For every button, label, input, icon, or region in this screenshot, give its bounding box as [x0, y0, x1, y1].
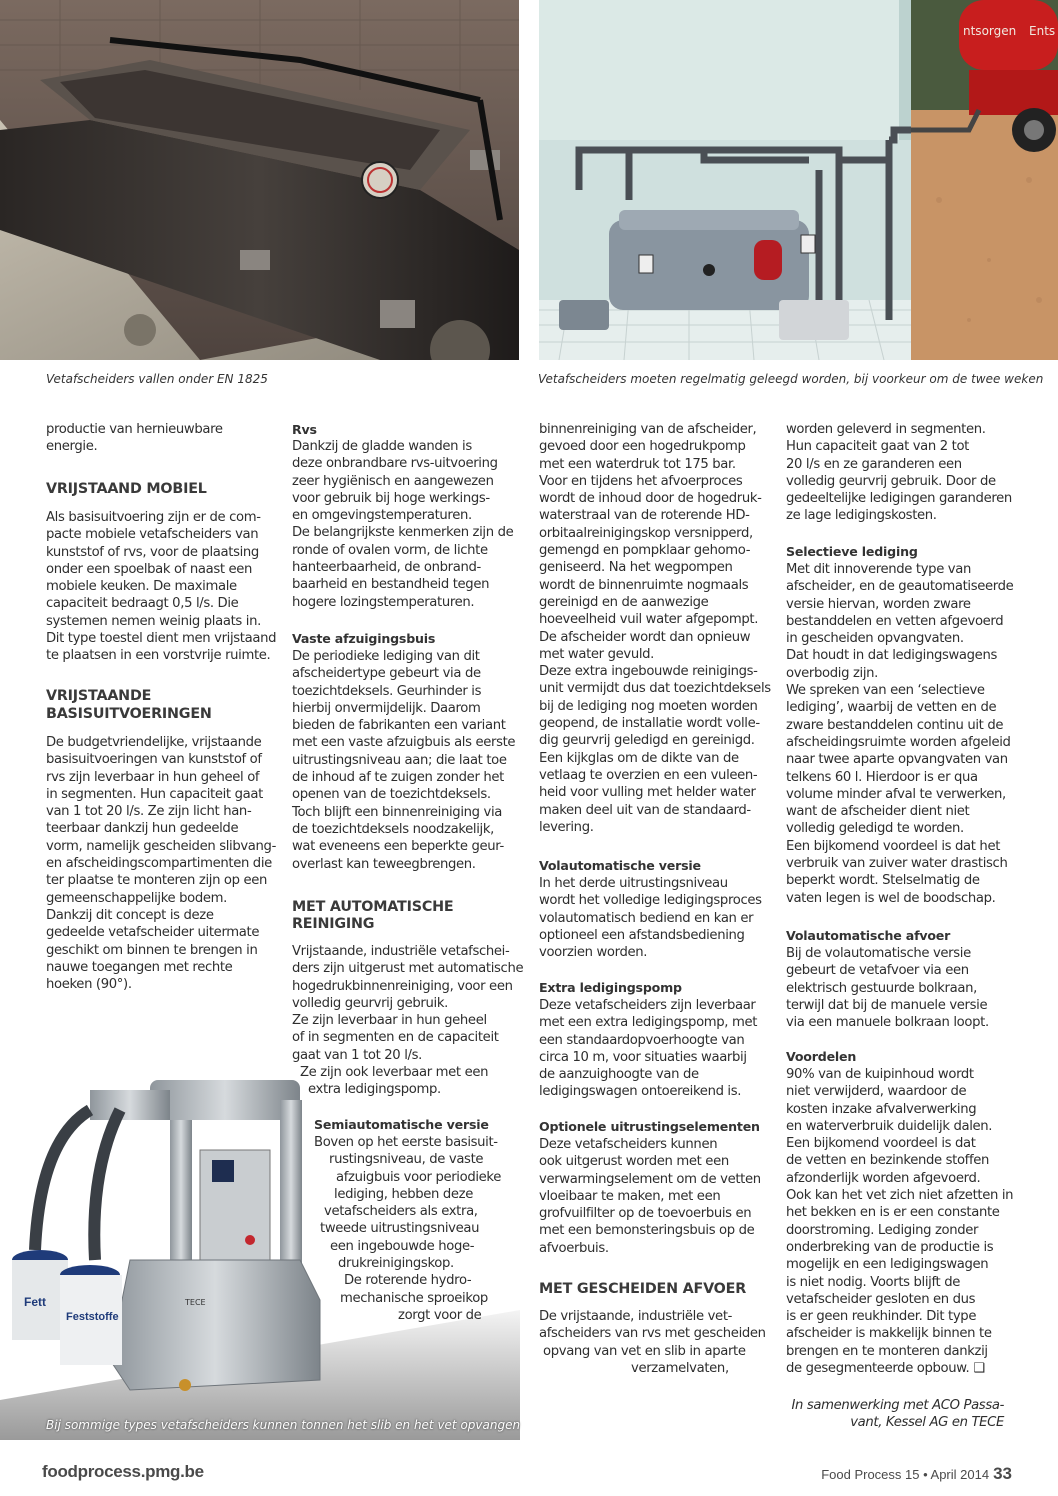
heading-semiautomatische: Semiautomatische versie: [314, 1117, 489, 1132]
truck-label-2: Ents: [1029, 24, 1056, 38]
truck-label: ntsorgen: [963, 24, 1017, 38]
footer-issue: [821, 1464, 1012, 1484]
photo-right-caption: Vetafscheiders moeten regelmatig geleegd worden, bij voorkeur om de twee weken: [538, 372, 1044, 386]
paragraph-volautomatische: In het derde uitrustingsniveau wordt het volledige ledigingsproces volautomatisch bediend en kan er optioneel een afstandsbediening voorzien worden.: [539, 876, 762, 961]
heading-volautomatische-afvoer: Volautomatische afvoer: [786, 928, 951, 943]
heading-rvs: Rvs: [292, 422, 317, 437]
end-mark-icon: ❑: [973, 1361, 985, 1377]
illustration-pipes-and-truck: [539, 0, 1058, 360]
paragraph-optionele: Deze vetafscheiders kunnen ook uitgerust worden met een verwarmingselement om de vetten vloeibaar te maken, met een grofvuilfilter op de toevoerbuis en met een bemonsteringsbuis op de afvoerbuis.: [539, 1137, 761, 1256]
paragraph-rvs: Dankzij de gladde wanden is deze onbrandbare rvs-uitvoering zeer hygiënisch en aangewezen voor gebruik bij hoge werkings- en omgevingstemperaturen. De belangrijkste kenmerken zijn de ronde of ovalen vorm, de lichte hanteerbaarheid, de onbrand- baarheid en bestandheid tegen hogere lozingstemperaturen.: [292, 439, 514, 610]
heading-automatische-2: REINIGING: [292, 916, 375, 932]
heading-vrijstaande-2: BASISUITVOERINGEN: [46, 706, 212, 722]
heading-volautomatische: Volautomatische versie: [539, 858, 701, 873]
heading-selectieve-lediging: Selectieve lediging: [786, 544, 918, 559]
paragraph-volautomatische-afvoer: Bij de volautomatische versie gebeurt de vetafvoer via een elektrisch gestuurde bolkraan, terwijl dat bij de manuele versie via een manuele bolkraan loopt.: [786, 946, 989, 1031]
heading-voordelen: Voordelen: [786, 1049, 857, 1064]
footer-website[interactable]: foodprocess.pmg.be: [42, 1462, 204, 1481]
column-1: [46, 421, 271, 456]
paragraph-mobiel: Als basisuitvoering zijn er de com- pacte mobiele vetafscheiders van kunststof of rvs, voor de plaatsing onder een spoelbak of naast een mobiele keuken. De maximale capaciteit bedraagt 0,5 l/s. Die systemen nemen weinig plaats in. Dit type toestel dient men vrijstaand te plaatsen in een vorstvrije ruimte.: [46, 510, 277, 664]
paragraph-extra-ledigingspomp: Deze vetafscheiders zijn leverbaar met een extra ledigingspomp, met een standaardopvoerhoogte van circa 10 m, voor situaties waarbij de aanzuighoogte van de ledigingswagen ontoereikend is.: [539, 998, 758, 1100]
heading-gescheiden-afvoer: MET GESCHEIDEN AFVOER: [539, 1281, 747, 1297]
heading-vaste-afzuigingsbuis: Vaste afzuigingsbuis: [292, 631, 436, 646]
illustration-separator-installation: [539, 0, 1058, 360]
photo-left-caption: Vetafscheiders vallen onder EN 1825: [46, 372, 268, 386]
heading-automatische-1: MET AUTOMATISCHE: [292, 899, 454, 915]
heading-vrijstaand-mobiel: VRIJSTAAND MOBIEL: [46, 481, 207, 497]
machine-caption: Bij sommige types vetafscheiders kunnen tonnen het slib en het vet opvangen: [46, 1418, 521, 1432]
paragraph-automatische-reiniging-2: Ze zijn ook leverbaar met een extra ledigingspomp.: [300, 1065, 489, 1098]
heading-optionele: Optionele uitrustingselementen: [539, 1119, 760, 1134]
tank-brand: TECE: [185, 1298, 206, 1307]
paragraph-selectieve-lediging: Met dit innoverende type van afscheider, en de geautomatiseerde versie hiervan, worden zware bestanddelen en vetten afgevoerd in gescheiden opvangvaten. Dat houdt in dat ledigingswagens overbodig zijn. We spreken van een ‘selectieve lediging’, waarbij de vetten en de zware bestanddelen continu uit de afscheidingsruimte worden afgeleid naar twee aparte opvangvaten van telkens 60 l. Hierdoor is er qua volume minder afval te verwerken, want de afscheider dient niet volledig geledigd te worden. Een bijkomend voordeel is dat het verbruik van zuiver water drastisch beperkt wordt. Stelselmatig de vaten legen is wel de boodschap.: [786, 562, 1014, 906]
footer-issue-text: Food Process 15 • April 2014: [821, 1467, 990, 1482]
paragraph-vaste-afzuigingsbuis: De periodieke lediging van dit afscheidertype gebeurt via de toezichtdeksels. Geurhinder is hierbij onvermijdelijk. Daarom bieden de fabrikanten een variant met een vaste afzuigbuis als eerste uitrustingsniveau aan; die laat toe de inhoud af te zuigen zonder het openen van de toezichtdeksels. Toch blijft een binnenreiniging via de toezichtdeksels noodzakelijk, wat eveneens een beperkte geur- overlast kan teweegbrengen.: [292, 649, 516, 872]
barrel-feststoffe-label: Feststoffe: [66, 1311, 119, 1323]
heading-vrijstaande-1: VRIJSTAANDE: [46, 688, 152, 704]
heading-extra-ledigingspomp: Extra ledigingspomp: [539, 980, 682, 995]
paragraph-segmenten: worden geleverd in segmenten. Hun capaciteit gaat van 2 tot 20 l/s en ze garanderen een volledig geurvrij gebruik. Door de gedeeltelijke ledigingen garanderen ze lage ledigingskosten.: [786, 422, 1012, 524]
photo-illustration-tanks: [0, 0, 519, 360]
paragraph-voordelen: 90% van de kuipinhoud wordt niet verwijderd, waardoor de kosten inzake afvalverwerking en waterverbruik duidelijk dalen. Een bijkomend voordeel is dat de vetten en bezinkende stoffen afzonderlijk worden afgevoerd. Ook kan het vet zich niet afzetten in het bekken en is er een constante doorstroming. Lediging zonder onderbreking van de productie is mogelijk en een ledigingswagen is niet nodig. Voorts blijft de vetafscheider gesloten en dus is er geen reukhinder. Dit type afscheider is makkelijk binnen te brengen en te monteren dankzij de gesegmenteerde opbouw. ❑: [786, 1067, 1014, 1377]
barrel-fett-label: Fett: [24, 1295, 46, 1309]
paragraph-basisuitvoeringen: De budgetvriendelijke, vrijstaande basisuitvoeringen van kunststof of rvs zijn leverbaar in hun geheel of in segmenten. Hun capaciteit gaat van 1 tot 20 l/s. Ze zijn licht han- teerbaar dankzij hun gedeelde vorm, namelijk gescheiden slibvang- en afscheidingscompartimenten die ter plaatse te monteren zijn op een gemeenschappelijke bodem. Dankzij dit concept is deze gedeelde vetafscheider uitermate geschikt om binnen te brengen in nauwe toegangen met rechte hoeken (90°).: [46, 735, 276, 993]
paragraph-binnenreiniging: binnenreiniging van de afscheider, gevoed door een hogedrukpomp met een waterdruk tot 175 bar. Voor en tijdens het afvoerproces wordt de inhoud door de hogedruk- waterstraal van de roterende HD- orbitaalreinigingskop versnipperd, gemengd en pompklaar gehomo- geniseerd. Na het wegpompen wordt de binnenruimte nogmaals gereinigd en de aanwezige hoeveelheid vuil water afgepompt. De afscheider wordt dan opnieuw met water gevuld. Deze extra ingebouwde reinigings- unit vermijdt dus dat toezichtdeksels bij de lediging nog moeten worden geopend, de installatie wordt volle- dig geurvrij geledigd en gereinigd. Een kijkglas om de dikte van de vetlaag te overzien en een vuleen- heid voor vulling met helder water maken deel uit van de standaard- levering.: [539, 422, 771, 835]
paragraph-automatische-reiniging: Vrijstaande, industriële vetafschei- ders zijn uitgerust met automatische hogedrukbinnenreiniging, voor een volledig geurvrij gebruik. Ze zijn leverbaar in hun geheel of in segmenten en de capaciteit gaat van 1 tot 20 l/s.: [292, 944, 524, 1063]
col1-intro: productie van hernieuwbare energie.: [46, 422, 223, 455]
paragraph-gescheiden-afvoer: De vrijstaande, industriële vet- afscheiders van rvs met gescheiden opvang van vet en slib in aparte verzamelvaten,: [539, 1309, 766, 1376]
paragraph-semiautomatische: Boven op het eerste basisuit- rustingsniveau, de vaste afzuigbuis voor periodieke lediging, hebben deze vetafscheiders als extra, tweede uitrustingsniveau een ingebouwde hoge- drukreinigingskop. De roterende hydro- mechanische sproeikop zorgt voor de: [314, 1135, 502, 1323]
photo-grease-separator-tanks: [0, 0, 519, 360]
credits: In samenwerking met ACO Passa- vant, Kessel AG en TECE: [791, 1398, 1004, 1431]
page-number: 33: [993, 1464, 1012, 1483]
